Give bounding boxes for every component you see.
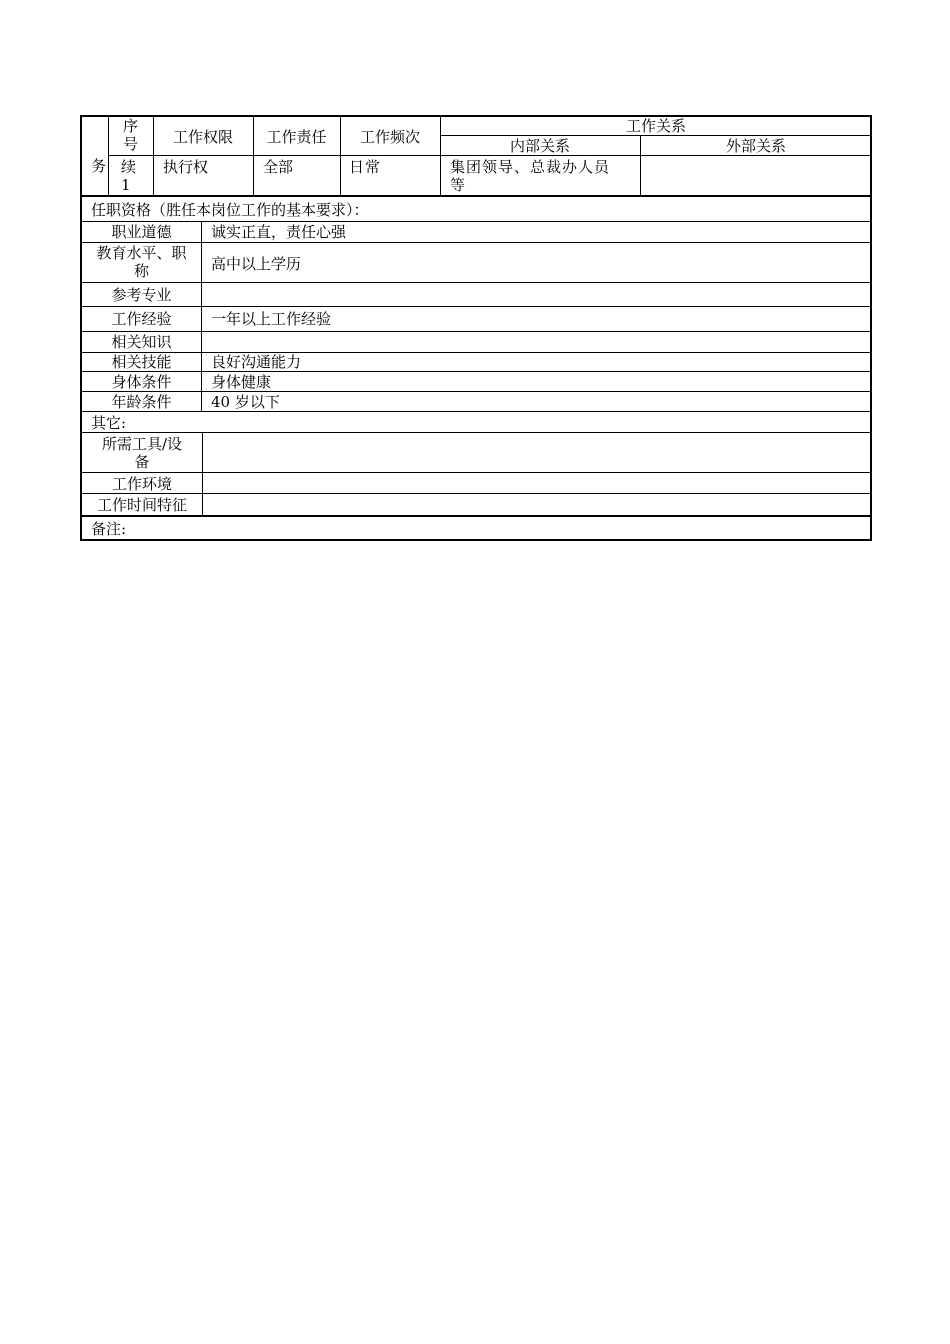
qual-label-experience: 工作经验 <box>111 310 172 328</box>
remarks-title: 备注: <box>91 520 127 538</box>
other-label-work-time: 工作时间特征 <box>96 496 187 514</box>
other-label-tools-line2: 备 <box>134 453 150 471</box>
other-label-tools-line1: 所需工具/设 <box>101 435 183 453</box>
header-external: 外部关系 <box>725 137 786 155</box>
qual-value-experience: 一年以上工作经验 <box>211 310 332 328</box>
header-internal: 内部关系 <box>509 137 570 155</box>
header-responsibility: 工作责任 <box>266 128 327 146</box>
row-frequency: 日常 <box>349 158 382 176</box>
qual-value-skills: 良好沟通能力 <box>211 353 302 371</box>
other-label-environment: 工作环境 <box>111 475 172 493</box>
header-seq-line2: 号 <box>122 135 138 153</box>
qual-label-ethics: 职业道德 <box>111 223 172 241</box>
other-title: 其它: <box>91 414 127 432</box>
qual-value-ethics: 诚实正直，责任心强 <box>211 223 347 241</box>
qual-label-skills: 相关技能 <box>111 353 172 371</box>
row-responsibility: 全部 <box>263 158 294 176</box>
header-authority: 工作权限 <box>172 128 233 146</box>
qual-value-age: 40 岁以下 <box>211 393 280 411</box>
qual-label-age: 年龄条件 <box>111 393 172 411</box>
qual-label-major: 参考专业 <box>111 286 172 304</box>
qual-label-physical: 身体条件 <box>111 373 172 391</box>
qual-value-physical: 身体健康 <box>211 373 272 391</box>
row-internal-line2: 等 <box>450 176 466 194</box>
header-frequency: 工作频次 <box>359 128 420 146</box>
row-seq-line1: 续 <box>121 158 137 176</box>
qual-value-education: 高中以上学历 <box>211 255 302 273</box>
qual-label-education-line2: 称 <box>133 262 149 280</box>
duty-side-label: 务 <box>91 157 107 175</box>
qualifications-title: 任职资格（胜任本岗位工作的基本要求）： <box>91 201 369 219</box>
row-authority: 执行权 <box>163 158 209 176</box>
qual-label-education-line1: 教育水平、职 <box>96 244 187 262</box>
header-relations: 工作关系 <box>625 117 686 135</box>
row-seq-line2: 1 <box>121 176 131 194</box>
job-description-table <box>80 115 872 541</box>
row-internal-line1: 集团领导、总裁办人员 <box>450 158 611 176</box>
qual-label-knowledge: 相关知识 <box>111 333 172 351</box>
header-seq-line1: 序 <box>122 117 138 135</box>
